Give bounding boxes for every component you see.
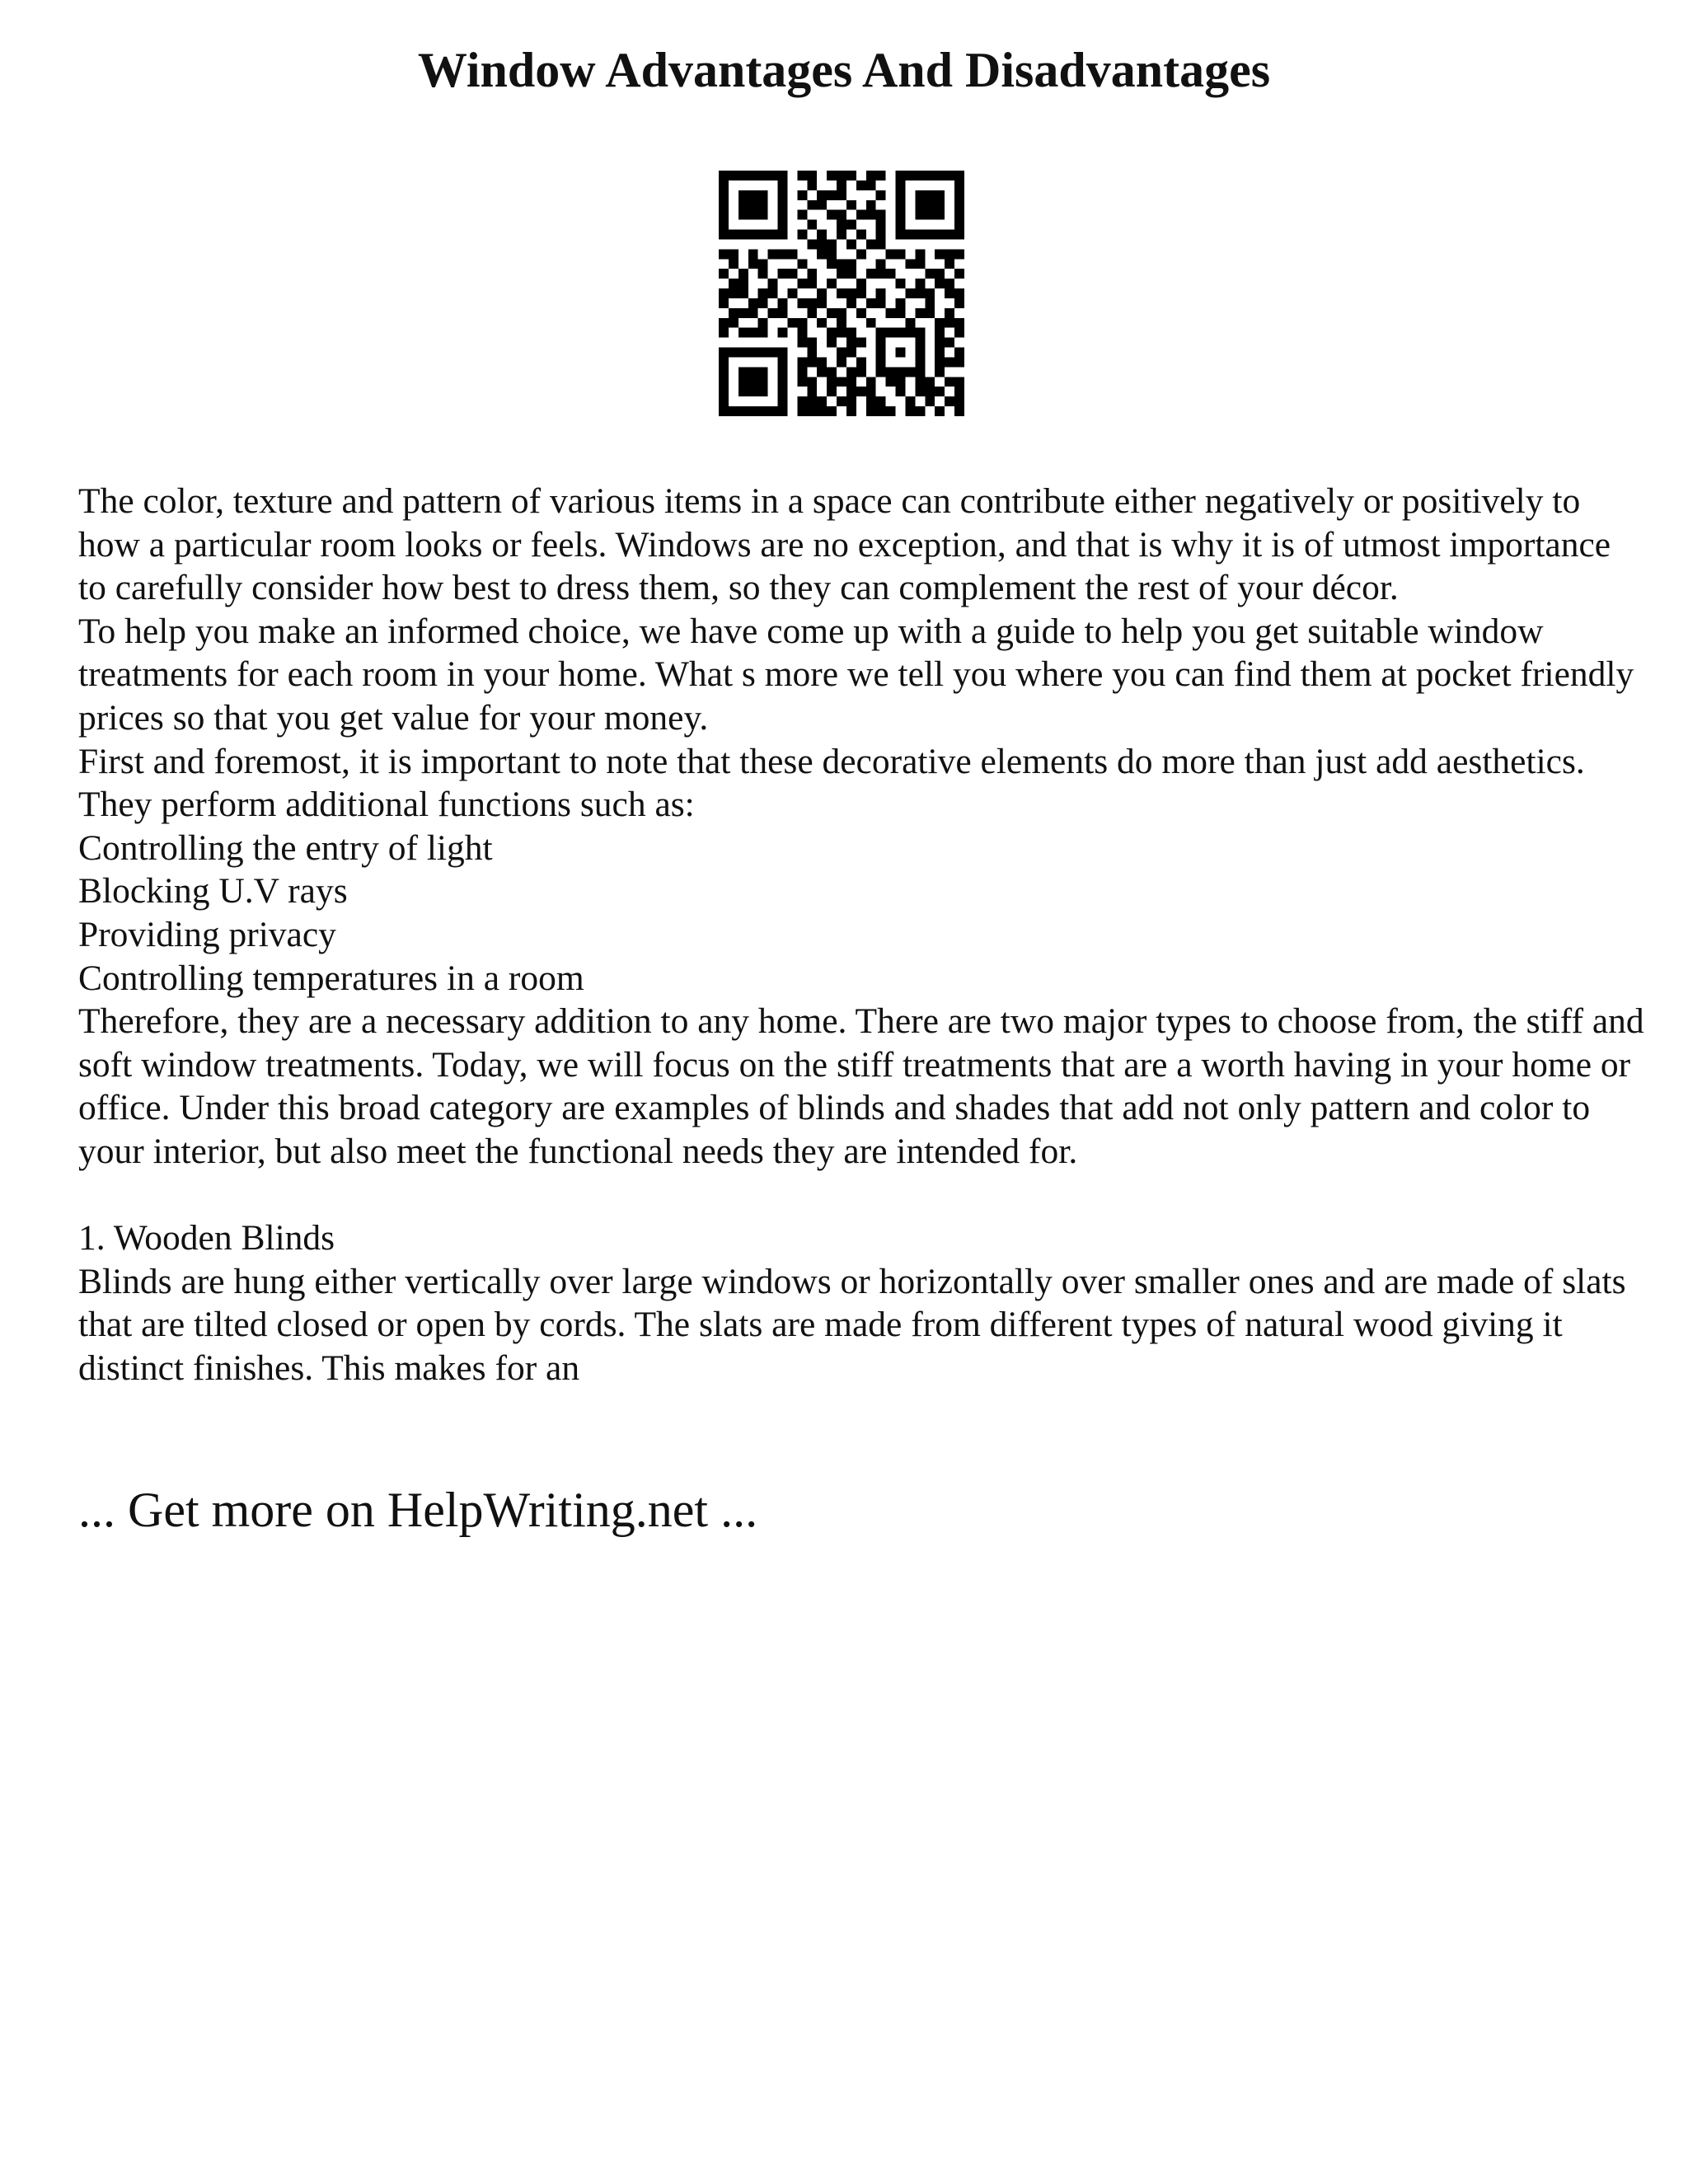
guide-paragraph: To help you make an informed choice, we have come up with a guide to help you get suitable window treatments for each room in your home. What s more we tell you where you can find them at pocket friendly prices so that you get value for your money.: [78, 611, 1634, 738]
function-list-item: Controlling temperatures in a room: [78, 958, 584, 998]
get-more-link[interactable]: ... Get more on HelpWriting.net ...: [78, 1483, 758, 1537]
function-list-item: Controlling the entry of light: [78, 827, 493, 868]
intro-paragraph: The color, texture and pattern of various items in a space can contribute either negatively or positively to how a particular room looks or feels. Windows are no exception, and that is why it is of utmost importance to carefully consider how best to dress them, so they can complement the rest of your décor.: [78, 481, 1611, 608]
section-heading: 1. Wooden Blinds: [78, 1218, 335, 1258]
function-list-item: Providing privacy: [78, 914, 336, 954]
function-list-item: Blocking U.V rays: [78, 871, 348, 912]
functions-intro-paragraph: First and foremost, it is important to note that these decorative elements do more than just add aesthetics. They perform additional functions such as:: [78, 741, 1585, 825]
page-title: Window Advantages And Disadvantages: [417, 43, 1271, 97]
paragraph-spacer: [78, 1174, 1644, 1217]
types-paragraph: Therefore, they are a necessary addition to any home. There are two major types to choose from, the stiff and soft window treatments. Today, we will focus on the stiff treatments that are a worth having in your home or office. Under this broad category are examples of blinds and shades that add not only pattern and color to your interior, but also meet the functional needs they are intended for.: [78, 1001, 1644, 1171]
qr-code-icon: [719, 171, 964, 416]
article-body: [78, 480, 1644, 1390]
blinds-paragraph: Blinds are hung either vertically over large windows or horizontally over smaller ones and are made of slats that are tilted closed or open by cords. The slats are made from different types of natural wood giving it distinct finishes. This makes for an: [78, 1261, 1626, 1388]
